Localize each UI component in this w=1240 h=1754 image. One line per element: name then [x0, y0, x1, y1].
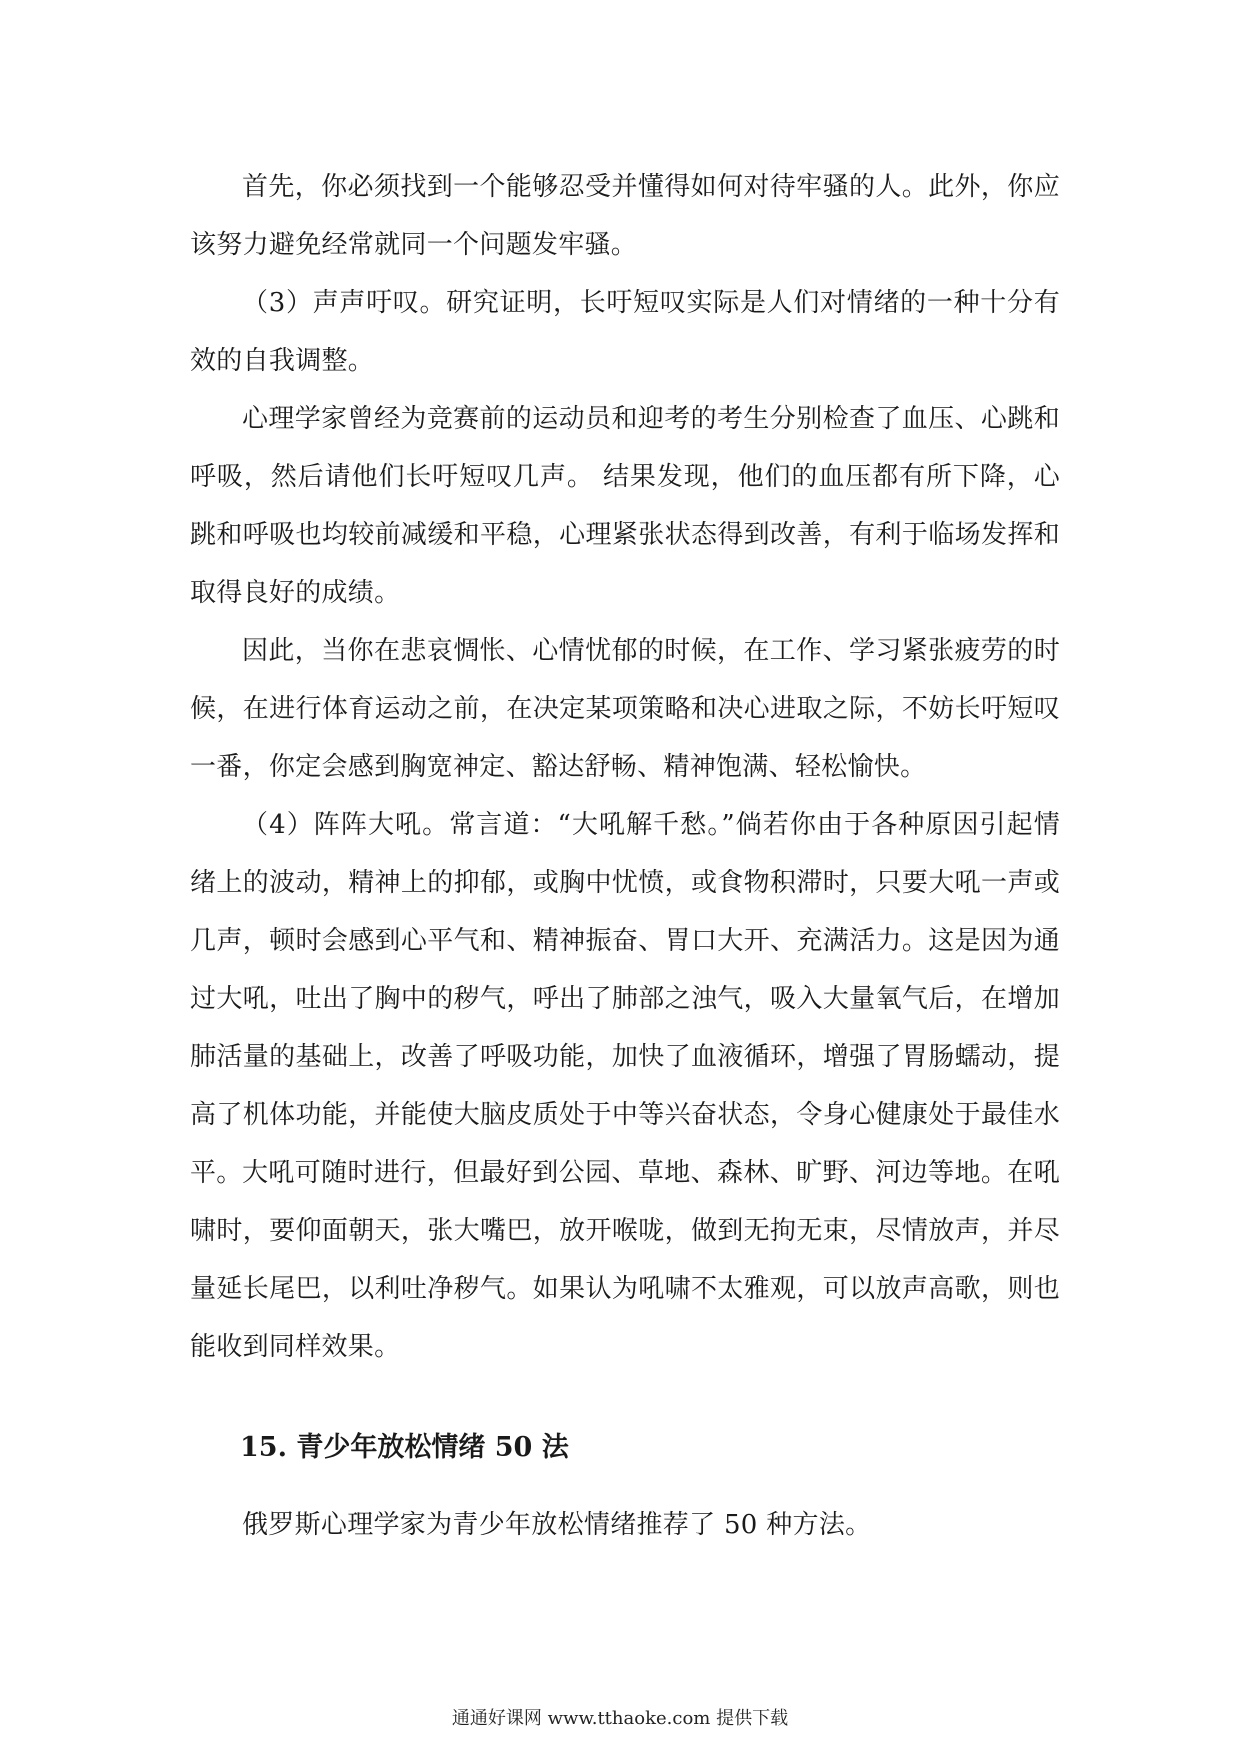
section-intro-paragraph: 俄罗斯心理学家为青少年放松情绪推荐了 50 种方法。	[242, 1510, 872, 1540]
paragraph-shouting-advice: 大吼可随时进行，但最好到公园、草地、森林、旷野、河边等地。在吼啸时，要仰面朝天，张大嘴巴，放开喉咙，做到无拘无束，尽情放声，并尽量延长尾巴，以利吐净秽气。如果认为吼啸不太雅观，可以放声高歌，则也能收到同样效果。	[190, 1158, 1060, 1362]
paragraph-sighing-study: 心理学家曾经为竞赛前的运动员和迎考的考生分别检查了血压、心跳和呼吸，然后请他们长吁短叹几声。 结果发现，他们的血压都有所下降，心跳和呼吸也均较前减缓和平稳，心理紧张状态得到改善，有利于临场发挥和取得良好的成绩。	[190, 404, 1060, 608]
paragraph-complaint-advice: 首先，你必须找到一个能够忍受并懂得如何对待牢骚的人。此外，你应该努力避免经常就同一个问题发牢骚。	[190, 172, 1060, 260]
paragraph-sighing-usage: 因此，当你在悲哀惆怅、心情忧郁的时候，在工作、学习紧张疲劳的时候，在进行体育运动之前，在决定某项策略和决心进取之际，不妨长吁短叹一番，你定会感到胸宽神定、豁达舒畅、精神饱满、轻松愉快。	[190, 636, 1060, 782]
section-heading: 15. 青少年放松情绪 50 法	[240, 1432, 569, 1463]
page-footer: 通通好课网 www.tthaoke.com 提供下载	[451, 1708, 789, 1729]
paragraph-sighing-method: （3）声声吁叹。研究证明，长吁短叹实际是人们对情绪的一种十分有效的自我调整。	[190, 288, 1060, 376]
paragraph-shouting-method: （4）阵阵大吼。常言道：“大吼解千愁。”倘若你由于各种原因引起情绪上的波动，精神上的抑郁，或胸中忧愤，或食物积滞时，只要大吼一声或几声，顿时会感到心平气和、精神振奋、胃口大开、充满活力。这是因为通过大吼，吐出了胸中的秽气，呼出了肺部之浊气，吸入大量氧气后，在增加肺活量的基础上，改善了呼吸功能，加快了血液循环，增强了胃肠蠕动，提高了机体功能，并能使大脑皮质处于中等兴奋状态，令身心健康处于最佳水平。	[190, 810, 1060, 1188]
